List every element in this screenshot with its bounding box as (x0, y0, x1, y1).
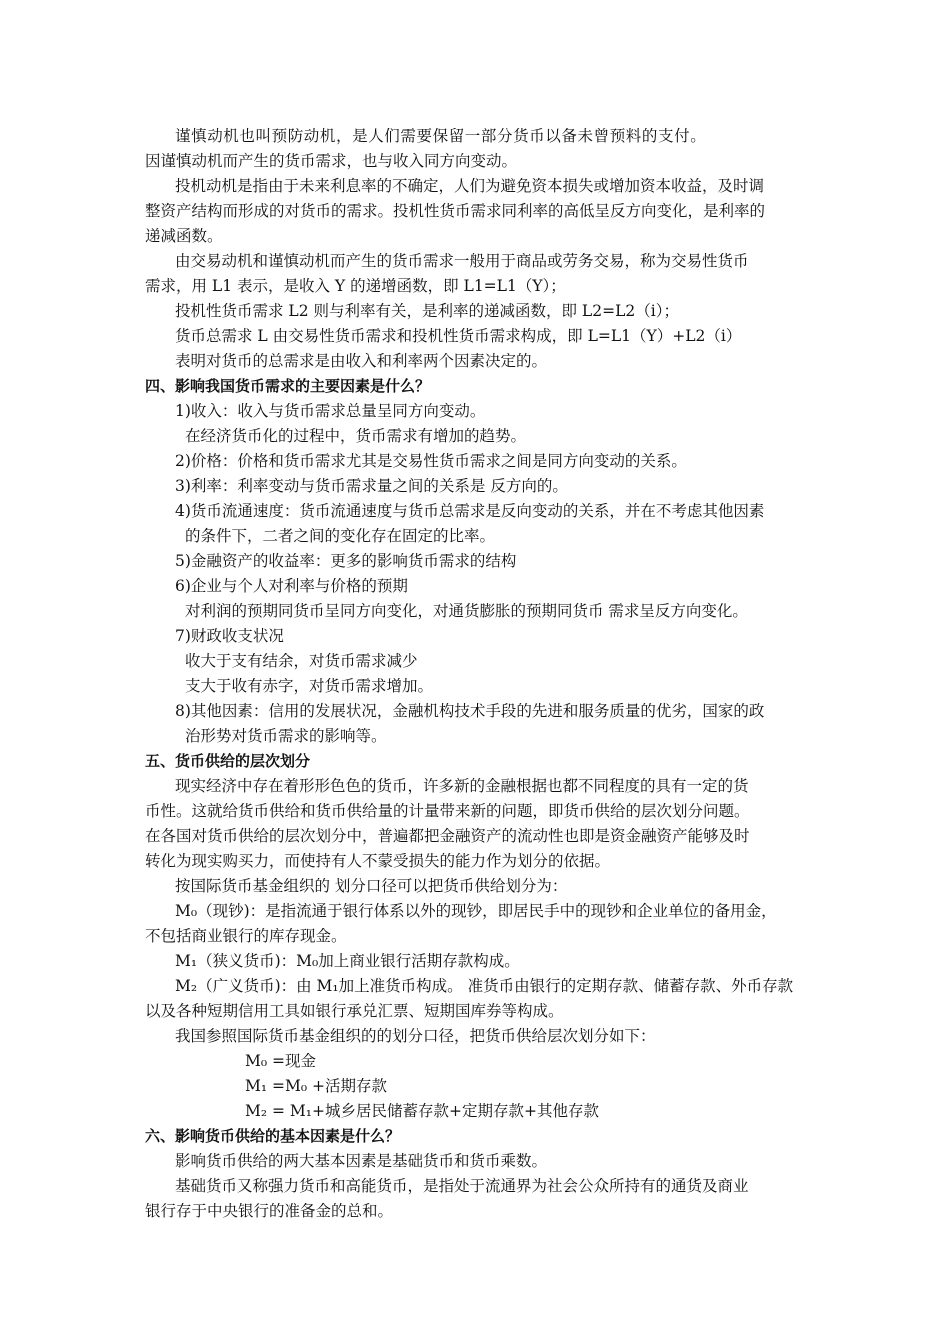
formula-line: M₀ =现金 (245, 1052, 316, 1070)
paragraph-line: 递减函数。 (145, 227, 223, 245)
list-item: 4)货币流通速度：货币流通速度与货币总需求是反向变动的关系，并在不考虑其他因素 (175, 502, 765, 520)
list-item-detail: 的条件下，二者之间的变化存在固定的比率。 (185, 527, 496, 545)
formula-line: M₂ = M₁+城乡居民储蓄存款+定期存款+其他存款 (245, 1102, 599, 1120)
list-item: 5)金融资产的收益率：更多的影响货币需求的结构 (175, 552, 517, 570)
paragraph-line: 转化为现实购买力，而使持有人不蒙受损失的能力作为划分的依据。 (145, 852, 611, 870)
list-item-detail: 在经济货币化的过程中，货币需求有增加的趋势。 (185, 427, 527, 445)
formula-line: M₁ =M₀ +活期存款 (245, 1077, 387, 1095)
paragraph-line: 货币总需求 L 由交易性货币需求和投机性货币需求构成，即 L=L1（Y）+L2（i） (175, 327, 742, 345)
list-item-detail: 对利润的预期同货币呈同方向变化，对通货膨胀的预期同货币 需求呈反方向变化。 (185, 602, 748, 620)
list-item-detail: 支大于收有赤字，对货币需求增加。 (185, 677, 434, 695)
list-item-detail: 治形势对货币需求的影响等。 (185, 727, 387, 745)
paragraph-line: 整资产结构而形成的对货币的需求。投机性货币需求同利率的高低呈反方向变化，是利率的 (145, 202, 766, 220)
paragraph-line: M₁（狭义货币)：M₀加上商业银行活期存款构成。 (175, 952, 520, 970)
paragraph-line: 按国际货币基金组织的 划分口径可以把货币供给划分为： (175, 877, 568, 895)
paragraph-line: 需求，用 L1 表示，是收入 Y 的递增函数，即 L1=L1（Y）； (145, 277, 566, 295)
list-item: 3)利率：利率变动与货币需求量之间的关系是 反方向的。 (175, 477, 568, 495)
paragraph-line: 银行存于中央银行的准备金的总和。 (145, 1202, 394, 1220)
paragraph-line: M₂（广义货币)：由 M₁加上准货币构成。 准货币由银行的定期存款、储蓄存款、外币存款 (175, 977, 794, 995)
paragraph-line: M₀（现钞)：是指流通于银行体系以外的现钞，即居民手中的现钞和企业单位的备用金， (175, 902, 777, 920)
paragraph-line: 币性。这就给货币供给和货币供给量的计量带来新的问题，即货币供给的层次划分问题。 (145, 802, 750, 820)
paragraph-line: 我国参照国际货币基金组织的的划分口径，把货币供给层次划分如下： (175, 1027, 656, 1045)
paragraph-line: 由交易动机和谨慎动机而产生的货币需求一般用于商品或劳务交易，称为交易性货币 (175, 252, 749, 270)
section-heading: 六、影响货币供给的基本因素是什么？ (145, 1127, 401, 1145)
list-item-detail: 收大于支有结余，对货币需求减少 (185, 652, 418, 670)
section-heading: 四、影响我国货币需求的主要因素是什么？ (145, 377, 431, 395)
section-heading: 五、货币供给的层次划分 (145, 752, 311, 770)
paragraph-line: 不包括商业银行的库存现金。 (145, 927, 347, 945)
list-item: 6)企业与个人对利率与价格的预期 (175, 577, 408, 595)
paragraph-line: 影响货币供给的两大基本因素是基础货币和货币乘数。 (175, 1152, 548, 1170)
paragraph-line: 现实经济中存在着形形色色的货币，许多新的金融根据也都不同程度的具有一定的货 (175, 777, 749, 795)
list-item: 7)财政收支状况 (175, 627, 284, 645)
list-item: 2)价格：价格和货币需求尤其是交易性货币需求之间是同方向变动的关系。 (175, 452, 687, 470)
paragraph-line: 投机动机是指由于未来利息率的不确定，人们为避免资本损失或增加资本收益，及时调 (175, 177, 765, 195)
list-item: 8)其他因素：信用的发展状况，金融机构技术手段的先进和服务质量的优劣，国家的政 (175, 702, 765, 720)
list-item: 1)收入：收入与货币需求总量呈同方向变动。 (175, 402, 486, 420)
paragraph-line: 以及各种短期信用工具如银行承兑汇票、短期国库券等构成。 (145, 1002, 564, 1020)
paragraph-line: 基础货币又称强力货币和高能货币，是指处于流通界为社会公众所持有的通货及商业 (175, 1177, 749, 1195)
paragraph-line: 投机性货币需求 L2 则与利率有关，是利率的递减函数，即 L2=L2（i）； (175, 302, 679, 320)
paragraph-line: 在各国对货币供给的层次划分中，普遍都把金融资产的流动性也即是资金融资产能够及时 (145, 827, 750, 845)
paragraph-line: 表明对货币的总需求是由收入和利率两个因素决定的。 (175, 352, 548, 370)
paragraph-line: 因谨慎动机而产生的货币需求，也与收入同方向变动。 (145, 152, 518, 170)
paragraph-line: 谨慎动机也叫预防动机，是人们需要保留一部分货币以备未曾预料的支付。 (175, 127, 707, 145)
